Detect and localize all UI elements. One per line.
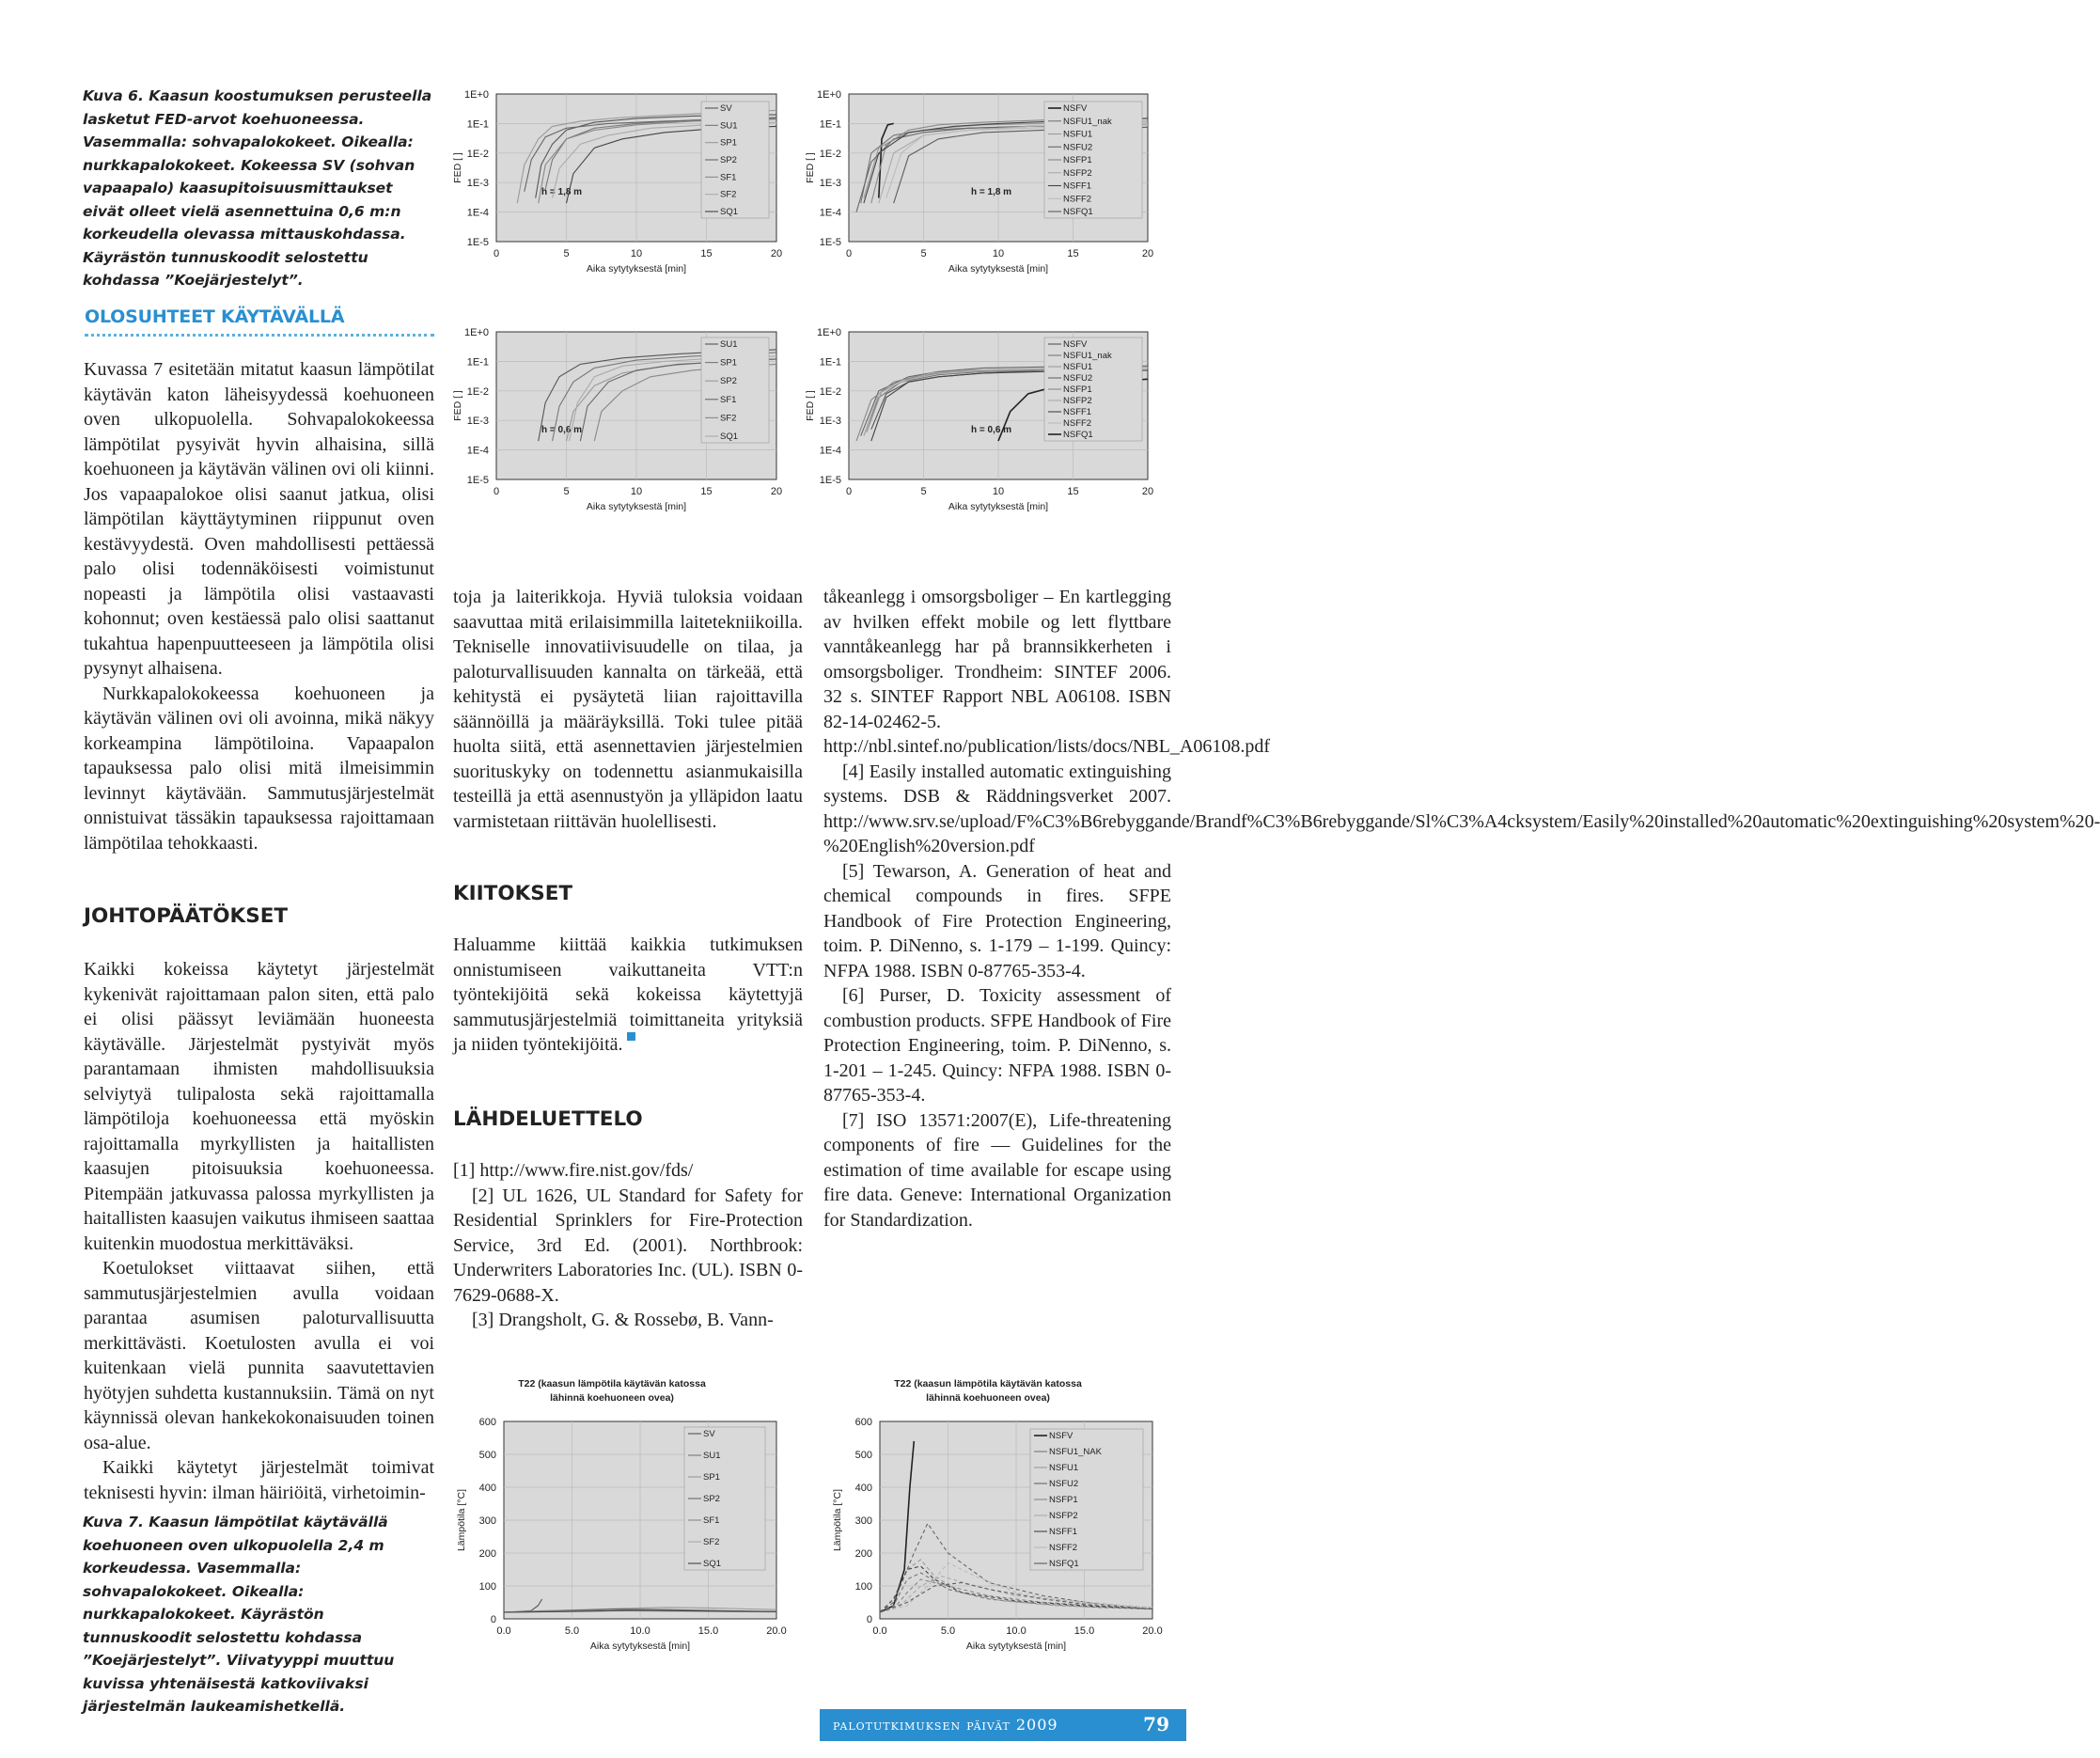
temperature-chart-corner: [827, 1374, 1168, 1661]
y-tick-label: 1E-5: [466, 237, 489, 248]
y-tick-label: 1E-3: [819, 178, 841, 190]
x-tick-label: 5: [920, 248, 927, 259]
legend-label: NSFU2: [1049, 1479, 1079, 1489]
legend-label: SQ1: [720, 207, 739, 217]
section-heading-olosuhteet: OLOSUHTEET KÄYTÄVÄLLÄ: [85, 306, 345, 327]
page-number: 79: [1143, 1713, 1169, 1735]
x-tick-label: 10: [992, 248, 1005, 259]
legend-label: SU1: [720, 339, 738, 350]
height-annotation: h = 1,8 m: [541, 187, 583, 197]
heading-divider: [85, 334, 434, 337]
y-tick-label: 200: [854, 1548, 872, 1560]
x-tick-label: 0.0: [496, 1625, 511, 1637]
column2-text-b: [453, 933, 803, 1058]
x-tick-label: 0.0: [872, 1625, 887, 1637]
section-heading-kiitokset: KIITOKSET: [453, 882, 573, 905]
y-axis-label: FED [ ]: [452, 390, 463, 421]
legend-label: NSFU1: [1049, 1463, 1079, 1473]
paragraph: Koetulokset viittaavat siihen, että sammutusjärjestelmien avulla voidaan parantaa asumisen paloturvallisuutta merkittävästi. Koetulosten avulla ei voi kuitenkaan vielä punnita saavutettavien hyötyjen suhdetta kustannuksiin. Tämä on nyt käynnissä olevan hankekokonaisuuden toinen osa-alue.: [84, 1258, 434, 1453]
legend-label: NSFF2: [1063, 418, 1092, 429]
height-annotation: h = 0,6 m: [541, 425, 583, 435]
figure7-caption: Kuva 7. Kaasun lämpötilat käytävällä koehuoneen oven ulkopuolella 2,4 m korkeudessa. Vasemmalla: sohvapalokokeet. Oikealla: nurkkapalokokeet. Käyrästön tunnuskoodit selostettu kohdassa ”Koejärjestelyt”. Viivatyyppi muuttuu kuvissa yhtenäisestä katkoviivaksi järjestelmän laukeamishetkellä.: [83, 1514, 395, 1715]
y-tick-label: 400: [854, 1483, 872, 1494]
x-tick-label: 15.0: [1074, 1625, 1095, 1637]
fed-chart-corner-0-6m: [804, 324, 1159, 561]
x-tick-label: 15: [1067, 486, 1079, 497]
chart-group: [805, 89, 1153, 275]
legend-label: SF1: [703, 1515, 720, 1526]
x-axis-label: Aika sytytyksestä [min]: [948, 263, 1049, 275]
y-tick-label: 1E-1: [819, 118, 841, 131]
legend-label: NSFU1_NAK: [1049, 1447, 1102, 1457]
legend-label: NSFF2: [1049, 1543, 1078, 1553]
y-axis-label: FED [ ]: [805, 152, 816, 183]
chart-group: [452, 327, 782, 512]
y-tick-label: 1E-3: [819, 416, 841, 428]
legend-label: SF1: [720, 394, 737, 405]
y-tick-label: 1E-5: [819, 475, 841, 486]
y-tick-label: 0: [490, 1614, 496, 1625]
chart-group: [832, 1378, 1163, 1652]
y-axis-label: FED [ ]: [805, 390, 816, 421]
legend-label: NSFF1: [1063, 407, 1092, 417]
y-tick-label: 1E+0: [464, 89, 489, 101]
legend-box: [701, 337, 769, 443]
y-tick-label: 300: [854, 1515, 872, 1527]
legend-label: NSFV: [1063, 339, 1088, 350]
legend-label: SP1: [720, 357, 737, 369]
legend-label: NSFV: [1049, 1431, 1074, 1441]
y-tick-label: 1E-2: [819, 148, 841, 160]
y-tick-label: 1E-5: [819, 237, 841, 248]
x-tick-label: 10.0: [1006, 1625, 1026, 1637]
y-tick-label: 600: [854, 1417, 872, 1428]
legend-label: SU1: [703, 1451, 721, 1461]
x-tick-label: 5.0: [564, 1625, 580, 1637]
x-tick-label: 20.0: [1142, 1625, 1163, 1637]
reference-item: [5] Tewarson, A. Generation of heat and chemical compounds in fires. SFPE Handbook of Fire Protection Engineering, toim. P. DiNenno, s. 1-179 – 1-199. Quincy: NFPA 1988. ISBN 0-87765-353-4.: [823, 860, 1171, 981]
y-tick-label: 300: [478, 1515, 496, 1527]
y-tick-label: 100: [478, 1581, 496, 1593]
legend-label: NSFF1: [1049, 1527, 1078, 1537]
legend-label: SP1: [703, 1472, 720, 1483]
y-tick-label: 1E-4: [819, 207, 841, 219]
y-tick-label: 1E-1: [466, 118, 489, 131]
y-tick-label: 1E-4: [466, 445, 489, 457]
x-tick-label: 20: [770, 248, 783, 259]
chart-group: [805, 327, 1153, 512]
y-tick-label: 1E-5: [466, 475, 489, 486]
legend-label: NSFP2: [1049, 1511, 1078, 1521]
legend-label: NSFU1: [1063, 362, 1093, 372]
y-tick-label: 1E+0: [817, 327, 841, 338]
legend-label: SQ1: [703, 1559, 722, 1569]
y-tick-label: 500: [854, 1450, 872, 1461]
legend-label: SP2: [720, 155, 737, 165]
x-tick-label: 0: [845, 248, 853, 259]
legend-label: SV: [703, 1429, 715, 1439]
legend-label: SQ1: [720, 432, 739, 442]
footer-title: palotutkimuksen päivät 2009: [833, 1716, 1058, 1734]
paragraph: Kaikki käytetyt järjestelmät toimivat teknisesti hyvin: ilman häiriöitä, virhetoimin-: [84, 1457, 434, 1503]
references-col3: [823, 585, 2100, 1232]
legend-label: SF2: [720, 189, 737, 200]
x-tick-label: 5.0: [940, 1625, 956, 1637]
end-of-article-marker: [627, 1032, 635, 1041]
chart-group: [452, 89, 782, 275]
reference-item: [2] UL 1626, UL Standard for Safety for Residential Sprinklers for Fire-Protection Service, 3rd Ed. (2001). Northbrook: Underwriters Laboratories Inc. (UL). ISBN 0-7629-0688-X.: [453, 1185, 803, 1306]
fed-chart-sofa-1-8m: [451, 86, 790, 323]
x-axis-label: Aika sytytyksestä [min]: [589, 1640, 691, 1652]
height-annotation: h = 1,8 m: [971, 187, 1012, 197]
y-tick-label: 400: [478, 1483, 496, 1494]
legend-label: NSFF1: [1063, 181, 1092, 192]
reference-item: tåkeanlegg i omsorgsboliger – En kartlegging av hvilken effekt mobile og lett flyttbare vanntåkeanlegg har på brannsikkerheten i omsorgsboliger. Trondheim: SINTEF 2006. 32 s. SINTEF Rapport NBL A06108. ISBN 82-14-02462-5. http://nbl.sintef.no/publication/lists/docs/NBL_A06108.pdf: [823, 587, 1270, 757]
x-axis-label: Aika sytytyksestä [min]: [948, 501, 1049, 512]
legend-label: NSFP2: [1063, 167, 1092, 179]
x-axis-label: Aika sytytyksestä [min]: [586, 263, 687, 275]
legend-label: SF1: [720, 172, 737, 183]
fed-chart-sofa-0-6m: [451, 324, 790, 561]
y-tick-label: 1E-2: [466, 385, 489, 398]
section-heading-johtopaatokset: JOHTOPÄÄTÖKSET: [84, 904, 289, 928]
legend-label: NSFU1: [1063, 129, 1093, 140]
x-tick-label: 0: [493, 248, 500, 259]
column1-text-b: [84, 957, 434, 1505]
legend-label: SU1: [720, 120, 738, 132]
chart-title: T22 (kaasun lämpötila käytävän katossa: [894, 1378, 1082, 1389]
y-tick-label: 1E-4: [819, 445, 841, 457]
reference-item: [1] http://www.fire.nist.gov/fds/: [453, 1160, 694, 1181]
x-tick-label: 10: [630, 248, 643, 259]
legend-label: NSFQ1: [1063, 207, 1093, 217]
legend-label: SV: [720, 103, 732, 114]
x-tick-label: 15: [700, 486, 713, 497]
legend-label: NSFP1: [1063, 385, 1092, 395]
fed-chart-corner-1-8m: [804, 86, 1159, 323]
reference-item: [4] Easily installed automatic extinguishing systems. DSB & Räddningsverket 2007. http://www.srv.se/upload/F%C3%B6rebyggande/Brandf%C3%B6rebyggande/Sl%C3%A4cksystem/Easily%20installed%20automatic%20extinguishing%20system%20-%20English%20version.pdf: [823, 761, 2100, 856]
legend-label: NSFV: [1063, 103, 1088, 114]
y-tick-label: 1E-2: [466, 148, 489, 160]
x-tick-label: 10: [630, 486, 643, 497]
paragraph: Nurkkapalokokeessa koehuoneen ja käytävän välinen ovi oli avoinna, mikä näkyy korkeampina lämpötiloina. Vapaapalon tapauksessa palo olisi mitä ilmeisimmin levinnyt käytävään. Sammutusjärjestelmät onnistuivat tässäkin tapauksessa rajoittamaan lämpötilaa tehokkaasti.: [84, 683, 434, 854]
legend-label: NSFQ1: [1049, 1559, 1079, 1569]
y-tick-label: 1E-3: [466, 178, 489, 190]
x-tick-label: 5: [920, 486, 927, 497]
x-tick-label: 20: [1141, 248, 1154, 259]
x-tick-label: 5: [563, 248, 570, 259]
y-tick-label: 600: [478, 1417, 496, 1428]
x-tick-label: 10.0: [630, 1625, 650, 1637]
legend-label: NSFU2: [1063, 373, 1093, 384]
y-axis-label: Lämpötila [°C]: [456, 1488, 467, 1552]
x-tick-label: 20.0: [766, 1625, 787, 1637]
chart-title: T22 (kaasun lämpötila käytävän katossa: [518, 1378, 706, 1389]
x-tick-label: 15.0: [697, 1625, 719, 1637]
x-axis-label: Aika sytytyksestä [min]: [965, 1640, 1067, 1652]
legend-label: SF2: [703, 1537, 720, 1547]
y-tick-label: 1E-1: [819, 356, 841, 369]
y-axis-label: Lämpötila [°C]: [832, 1488, 843, 1552]
y-tick-label: 1E-1: [466, 356, 489, 369]
temperature-chart-sofa: [451, 1374, 791, 1661]
legend-label: SP2: [703, 1494, 720, 1504]
y-tick-label: 100: [854, 1581, 872, 1593]
legend-label: NSFQ1: [1063, 430, 1093, 440]
y-tick-label: 200: [478, 1548, 496, 1560]
x-tick-label: 0: [845, 486, 853, 497]
y-tick-label: 1E-2: [819, 385, 841, 398]
page-footer: [820, 1709, 1186, 1741]
legend-label: NSFP2: [1063, 396, 1092, 406]
references-col2: [453, 1158, 803, 1333]
chart-group: [456, 1378, 787, 1652]
legend-label: NSFU1_nak: [1063, 351, 1112, 361]
y-tick-label: 1E+0: [817, 89, 841, 101]
x-tick-label: 10: [992, 486, 1005, 497]
legend-label: NSFU1_nak: [1063, 116, 1112, 127]
x-tick-label: 0: [493, 486, 500, 497]
y-tick-label: 1E-3: [466, 416, 489, 428]
column2-text-a: [453, 585, 803, 834]
paragraph: toja ja laiterikkoja. Hyviä tuloksia voidaan saavuttaa mitä erilaisimmilla laitetekniikoilla. Tekniselle innovatiivisuudelle on tilaa, ja paloturvallisuuden kannalta on tärkeää, että kehitystä ei pysäytetä liian rajoittavilla säännöillä ja määräyksillä. Toki tulee pitää huolta siitä, että asennettavien järjestelmien suorituskyky on todennettu asianmukaisilla testeillä ja että asennustyön ja ylläpidon laatu varmistetaan riittävän huolellisesti.: [453, 587, 803, 832]
legend-label: NSFU2: [1063, 142, 1093, 153]
section-heading-lahdeluettelo: LÄHDELUETTELO: [453, 1107, 643, 1131]
reference-item: [6] Purser, D. Toxicity assessment of combustion products. SFPE Handbook of Fire Protection Engineering, toim. P. DiNenno, s. 1-201 – 1-245. Quincy: NFPA 1988. ISBN 0-87765-353-4.: [823, 985, 1171, 1106]
chart-title: lähinnä koehuoneen ovea): [550, 1392, 674, 1404]
reference-item: [7] ISO 13571:2007(E), Life-threatening components of fire — Guidelines for the estimation of time available for escape using fire data. Geneve: International Organization for Standardization.: [823, 1109, 1171, 1231]
paragraph: Kaikki kokeissa käytetyt järjestelmät kykenivät rajoittamaan palon siten, että palo ei olisi päässyt leviämään huoneesta käytävälle. Järjestelmät pystyivät myös parantamaan ihmisten mahdollisuuksia selviytyä tulipalosta sekä rajoittamalla lämpötiloja koehuoneessa että myöskin rajoittamalla myrkyllisten ja haitallisten kaasujen pitoisuuksia koehuoneessa. Pitempään jatkuvassa palossa myrkyllisten ja haitallisten kaasujen vaikutus ihmiseen saattaa kuitenkin muodostua merkittäväksi.: [84, 959, 434, 1254]
x-tick-label: 20: [1141, 486, 1154, 497]
paragraph: Haluamme kiittää kaikkia tutkimuksen onnistumiseen vaikuttaneita VTT:n työntekijöitä sekä kokeissa käytettyjä sammutusjärjestelmiä toimittaneita yrityksiä ja niiden työntekijöitä.: [453, 934, 803, 1055]
legend-label: SP1: [720, 137, 737, 149]
y-tick-label: 0: [866, 1614, 872, 1625]
legend-label: NSFP1: [1063, 155, 1092, 165]
x-tick-label: 15: [1067, 248, 1079, 259]
x-tick-label: 20: [770, 486, 783, 497]
legend-label: NSFP1: [1049, 1495, 1078, 1505]
column1-text-a: [84, 357, 434, 855]
x-axis-label: Aika sytytyksestä [min]: [586, 501, 687, 512]
paragraph: Kuvassa 7 esitetään mitatut kaasun lämpötilat käytävän katon läheisyydessä koehuoneen oven ulkopuolella. Sohvapalokokeessa lämpötilat pysyivät hyvin alhaisina, sillä koehuoneen ja käytävän välinen ovi oli kiinni. Jos vapaapalokoe olisi saanut jatkua, olisi lämpötilan käyttäytyminen riippunut oven kestävyydestä. Oven mahdollisesti pettäessä palo olisi todennäköisesti voimistunut nopeasti ja lämpötila olisi vastaavasti kohonnut; oven kestäessä palo olisi saattanut tukahtua hapenpuutteeseen ja lämpötila olisi pysynyt alhaisena.: [84, 359, 434, 679]
chart-title: lähinnä koehuoneen ovea): [926, 1392, 1050, 1404]
legend-label: NSFF2: [1063, 194, 1092, 205]
reference-item: [3] Drangsholt, G. & Rossebø, B. Vann-: [472, 1310, 774, 1330]
height-annotation: h = 0,6 m: [971, 425, 1012, 435]
legend-label: SP2: [720, 376, 737, 387]
x-tick-label: 15: [700, 248, 713, 259]
y-tick-label: 1E+0: [464, 327, 489, 338]
legend-label: SF2: [720, 413, 737, 424]
figure6-caption: Kuva 6. Kaasun koostumuksen perusteella lasketut FED-arvot koehuoneessa. Vasemmalla: sohvapalokokeet. Oikealla: nurkkapalokokeet. Kokeessa SV (sohvan vapaapalo) kaasupitoisuusmittaukset eivät olleet vielä asennettuina 0,6 m:n korkeudella olevassa mittauskohdassa. Käyrästön tunnuskoodit selostettu kohdassa ”Koejärjestelyt”.: [83, 87, 432, 289]
x-tick-label: 5: [563, 486, 570, 497]
y-axis-label: FED [ ]: [452, 152, 463, 183]
y-tick-label: 1E-4: [466, 207, 489, 219]
y-tick-label: 500: [478, 1450, 496, 1461]
